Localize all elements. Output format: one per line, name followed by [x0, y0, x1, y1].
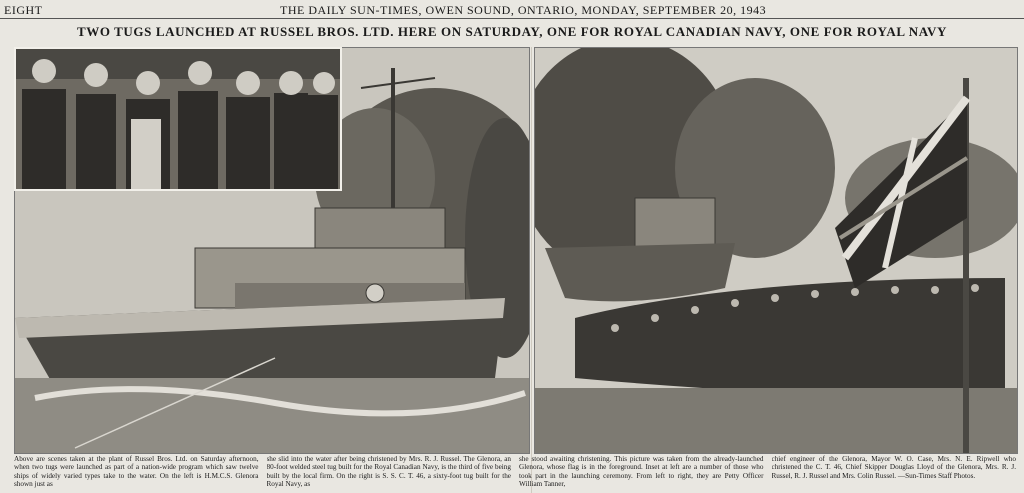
page-fold [531, 47, 532, 493]
photo-ct46-crowd [534, 47, 1018, 454]
caption-column-4: chief engineer of the Glenora, Mayor W. O. Case, Mrs. N. E. Ripwell who christened the C. T. 46, Chief Skipper Douglas Lloyd of the Glenora, Mrs. R. J. Russel, R. J. Russel and Mrs. Colin Russel. —Sun-Times Staff Photos. [771, 455, 1016, 480]
photo-caption [14, 455, 1016, 491]
caption-column-3: she stood awaiting christening. This picture was taken from the already-launched Glenora, whose flag is in the foreground. Inset at left are a number of those who took part in the launching ceremony. From left to right, they are Petty Officer William Tanner, [519, 455, 764, 489]
inset-photo-launch-party [14, 47, 342, 191]
headline: TWO TUGS LAUNCHED AT RUSSEL BROS. LTD. HERE ON SATURDAY, ONE FOR ROYAL CANADIAN NAVY, ONE FOR ROYAL NAVY [76, 24, 948, 39]
page-number: EIGHT [4, 3, 43, 17]
caption-column-1: Above are scenes taken at the plant of Russel Bros. Ltd. on Saturday afternoon, when two tugs were launched as part of a nation-wide program which saw twelve ships of widely varied types take to the water. On the left is H.M.C.S. Glenora shown just as [14, 455, 259, 489]
launch-party-photo-image [16, 49, 340, 189]
ct46-photo-image [535, 48, 1017, 453]
masthead [0, 0, 1024, 19]
newspaper-dateline: THE DAILY SUN-TIMES, OWEN SOUND, ONTARIO, MONDAY, SEPTEMBER 20, 1943 [280, 3, 767, 17]
caption-column-2: she slid into the water after being christened by Mrs. R. J. Russel. The Glenora, an 80-foot welded steel tug built for the Royal Canadian Navy, is the third of five being built by the local firm. On the right is S. S. C. T. 46, a sixty-foot tug built for the Royal Navy, as [266, 455, 511, 489]
